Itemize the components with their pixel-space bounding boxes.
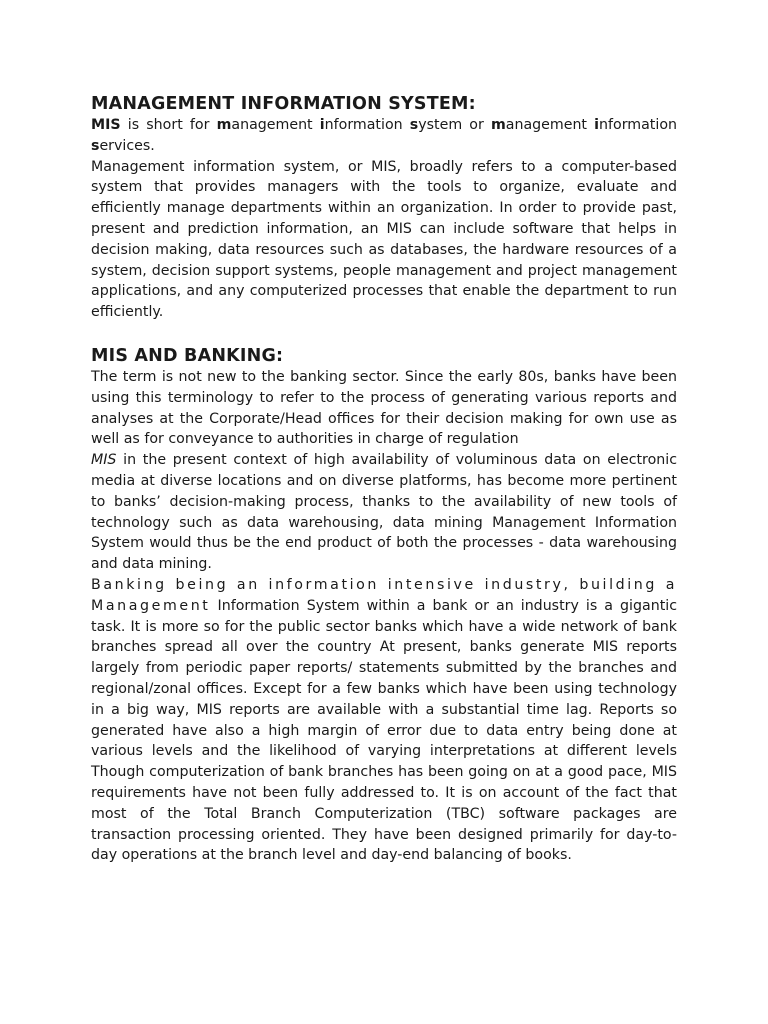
letterspaced-text: Banking being an information intensive industry, building a Management <box>91 576 677 614</box>
mis-abbreviation: MIS <box>91 117 121 133</box>
banking-mis-challenges-paragraph: Banking being an information intensive industry, building a Management Information System within a bank or an industry is a gigantic task. It is more so for the public sector banks which have a wide network of bank branches spread all over the country At present, banks generate MIS reports largely from periodic paper reports/ statements submitted by the branches and regional/zonal offices. Except for a few banks which have been using technology in a big way, MIS reports are available with a substantial time lag. Reports so generated have also a high margin of error due to data entry being done at various levels and the likelihood of varying interpretations at different levels Though computerization of bank branches has been going on at a good pace, MIS requirements have not been fully addressed to. It is on account of the fact that most of the Total Branch Computerization (TBC) software packages are transaction processing oriented. They have been designed primarily for day-to-day operations at the branch level and day-end balancing of books. <box>91 576 677 864</box>
mis-description-paragraph: Management information system, or MIS, broadly refers to a computer-based system that provides managers with the tools to organize, evaluate and efficiently manage departments within an organization. In order to provide past, present and prediction information, an MIS can include software that helps in decision making, data resources such as databases, the hardware resources of a system, decision support systems, people management and project management applications, and any computerized processes that enable the department to run efficiently. <box>91 158 677 321</box>
mis-italic-term: MIS <box>91 452 117 469</box>
mis-definition-paragraph: MIS is short for management information system or management information services. <box>91 117 677 154</box>
document-page <box>91 93 677 866</box>
banking-intro-paragraph: The term is not new to the banking sector. Since the early 80s, banks have been using this terminology to refer to the process of generating various reports and analyses at the Corporate/Head offices for their decision making for own use as well as for conveyance to authorities in charge of regulation <box>91 368 677 448</box>
section-heading-mis-banking: MIS AND BANKING: <box>91 345 284 366</box>
section-heading-mis: MANAGEMENT INFORMATION SYSTEM: <box>91 94 476 114</box>
mis-context-paragraph: MIS in the present context of high availability of voluminous data on electronic media at diverse locations and on diverse platforms, has become more pertinent to banks’ decision-making process, thanks to the availability of new tools of technology such as data warehousing, data mining Management Information System would thus be the end product of both the processes - data warehousing and data mining. <box>91 452 677 573</box>
